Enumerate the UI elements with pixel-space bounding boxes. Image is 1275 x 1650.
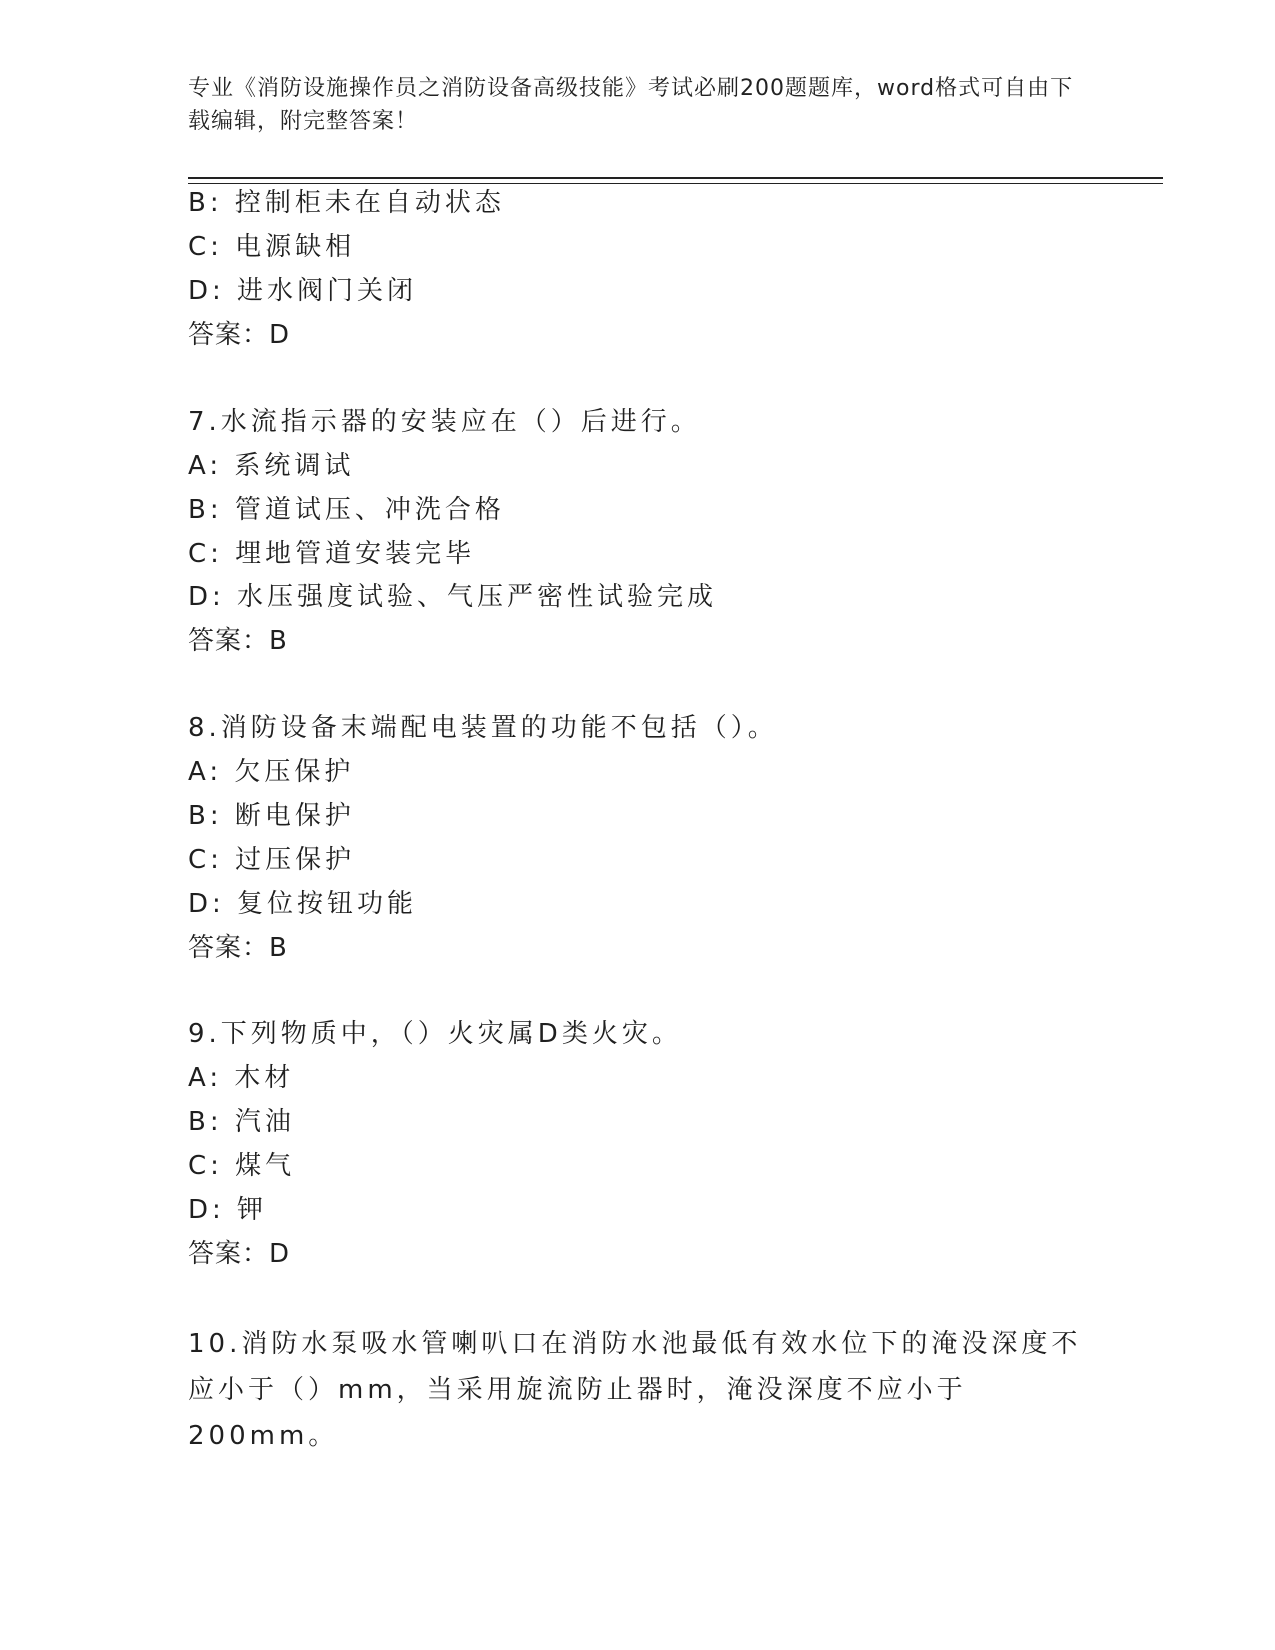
q6-option-c: C: 电源缺相 [188, 232, 356, 262]
q8-option-a: A: 欠压保护 [188, 757, 355, 787]
q9-option-c: C: 煤气 [188, 1151, 296, 1181]
q7-question: 7.水流指示器的安装应在（）后进行。 [188, 407, 701, 437]
q8-option-c: C: 过压保护 [188, 845, 356, 875]
q8-question: 8.消防设备末端配电装置的功能不包括（）。 [188, 713, 778, 743]
q7-option-b: B: 管道试压、冲洗合格 [188, 495, 505, 525]
document-header: 专业《消防设施操作员之消防设备高级技能》考试必刷200题题库，word格式可自由下载编辑，附完整答案！ [188, 76, 1074, 134]
q6-option-b: B: 控制柜未在自动状态 [188, 188, 505, 218]
q7-option-a: A: 系统调试 [188, 451, 355, 481]
q9-option-b: B: 汽油 [188, 1107, 295, 1137]
q9-option-d: D: 钾 [188, 1195, 268, 1225]
q6-option-d: D: 进水阀门关闭 [188, 276, 418, 306]
header-divider-thin [188, 183, 1163, 184]
q7-option-c: C: 埋地管道安装完毕 [188, 539, 476, 569]
q9-answer: 答案：D [188, 1239, 291, 1269]
q8-option-b: B: 断电保护 [188, 801, 355, 831]
q7-answer: 答案：B [188, 626, 288, 656]
q8-option-d: D: 复位按钮功能 [188, 889, 418, 919]
q9-option-a: A: 木材 [188, 1063, 295, 1093]
q8-answer: 答案：B [188, 933, 288, 963]
q7-option-d: D: 水压强度试验、气压严密性试验完成 [188, 582, 718, 612]
q10-question: 10.消防水泵吸水管喇叭口在消防水池最低有效水位下的淹没深度不应小于（）mm，当采用旋流防止器时，淹没深度不应小于200mm。 [188, 1329, 1082, 1451]
header-divider-thick [188, 177, 1163, 179]
q6-answer: 答案：D [188, 320, 291, 350]
q9-question: 9.下列物质中，（）火灾属D类火灾。 [188, 1019, 682, 1049]
